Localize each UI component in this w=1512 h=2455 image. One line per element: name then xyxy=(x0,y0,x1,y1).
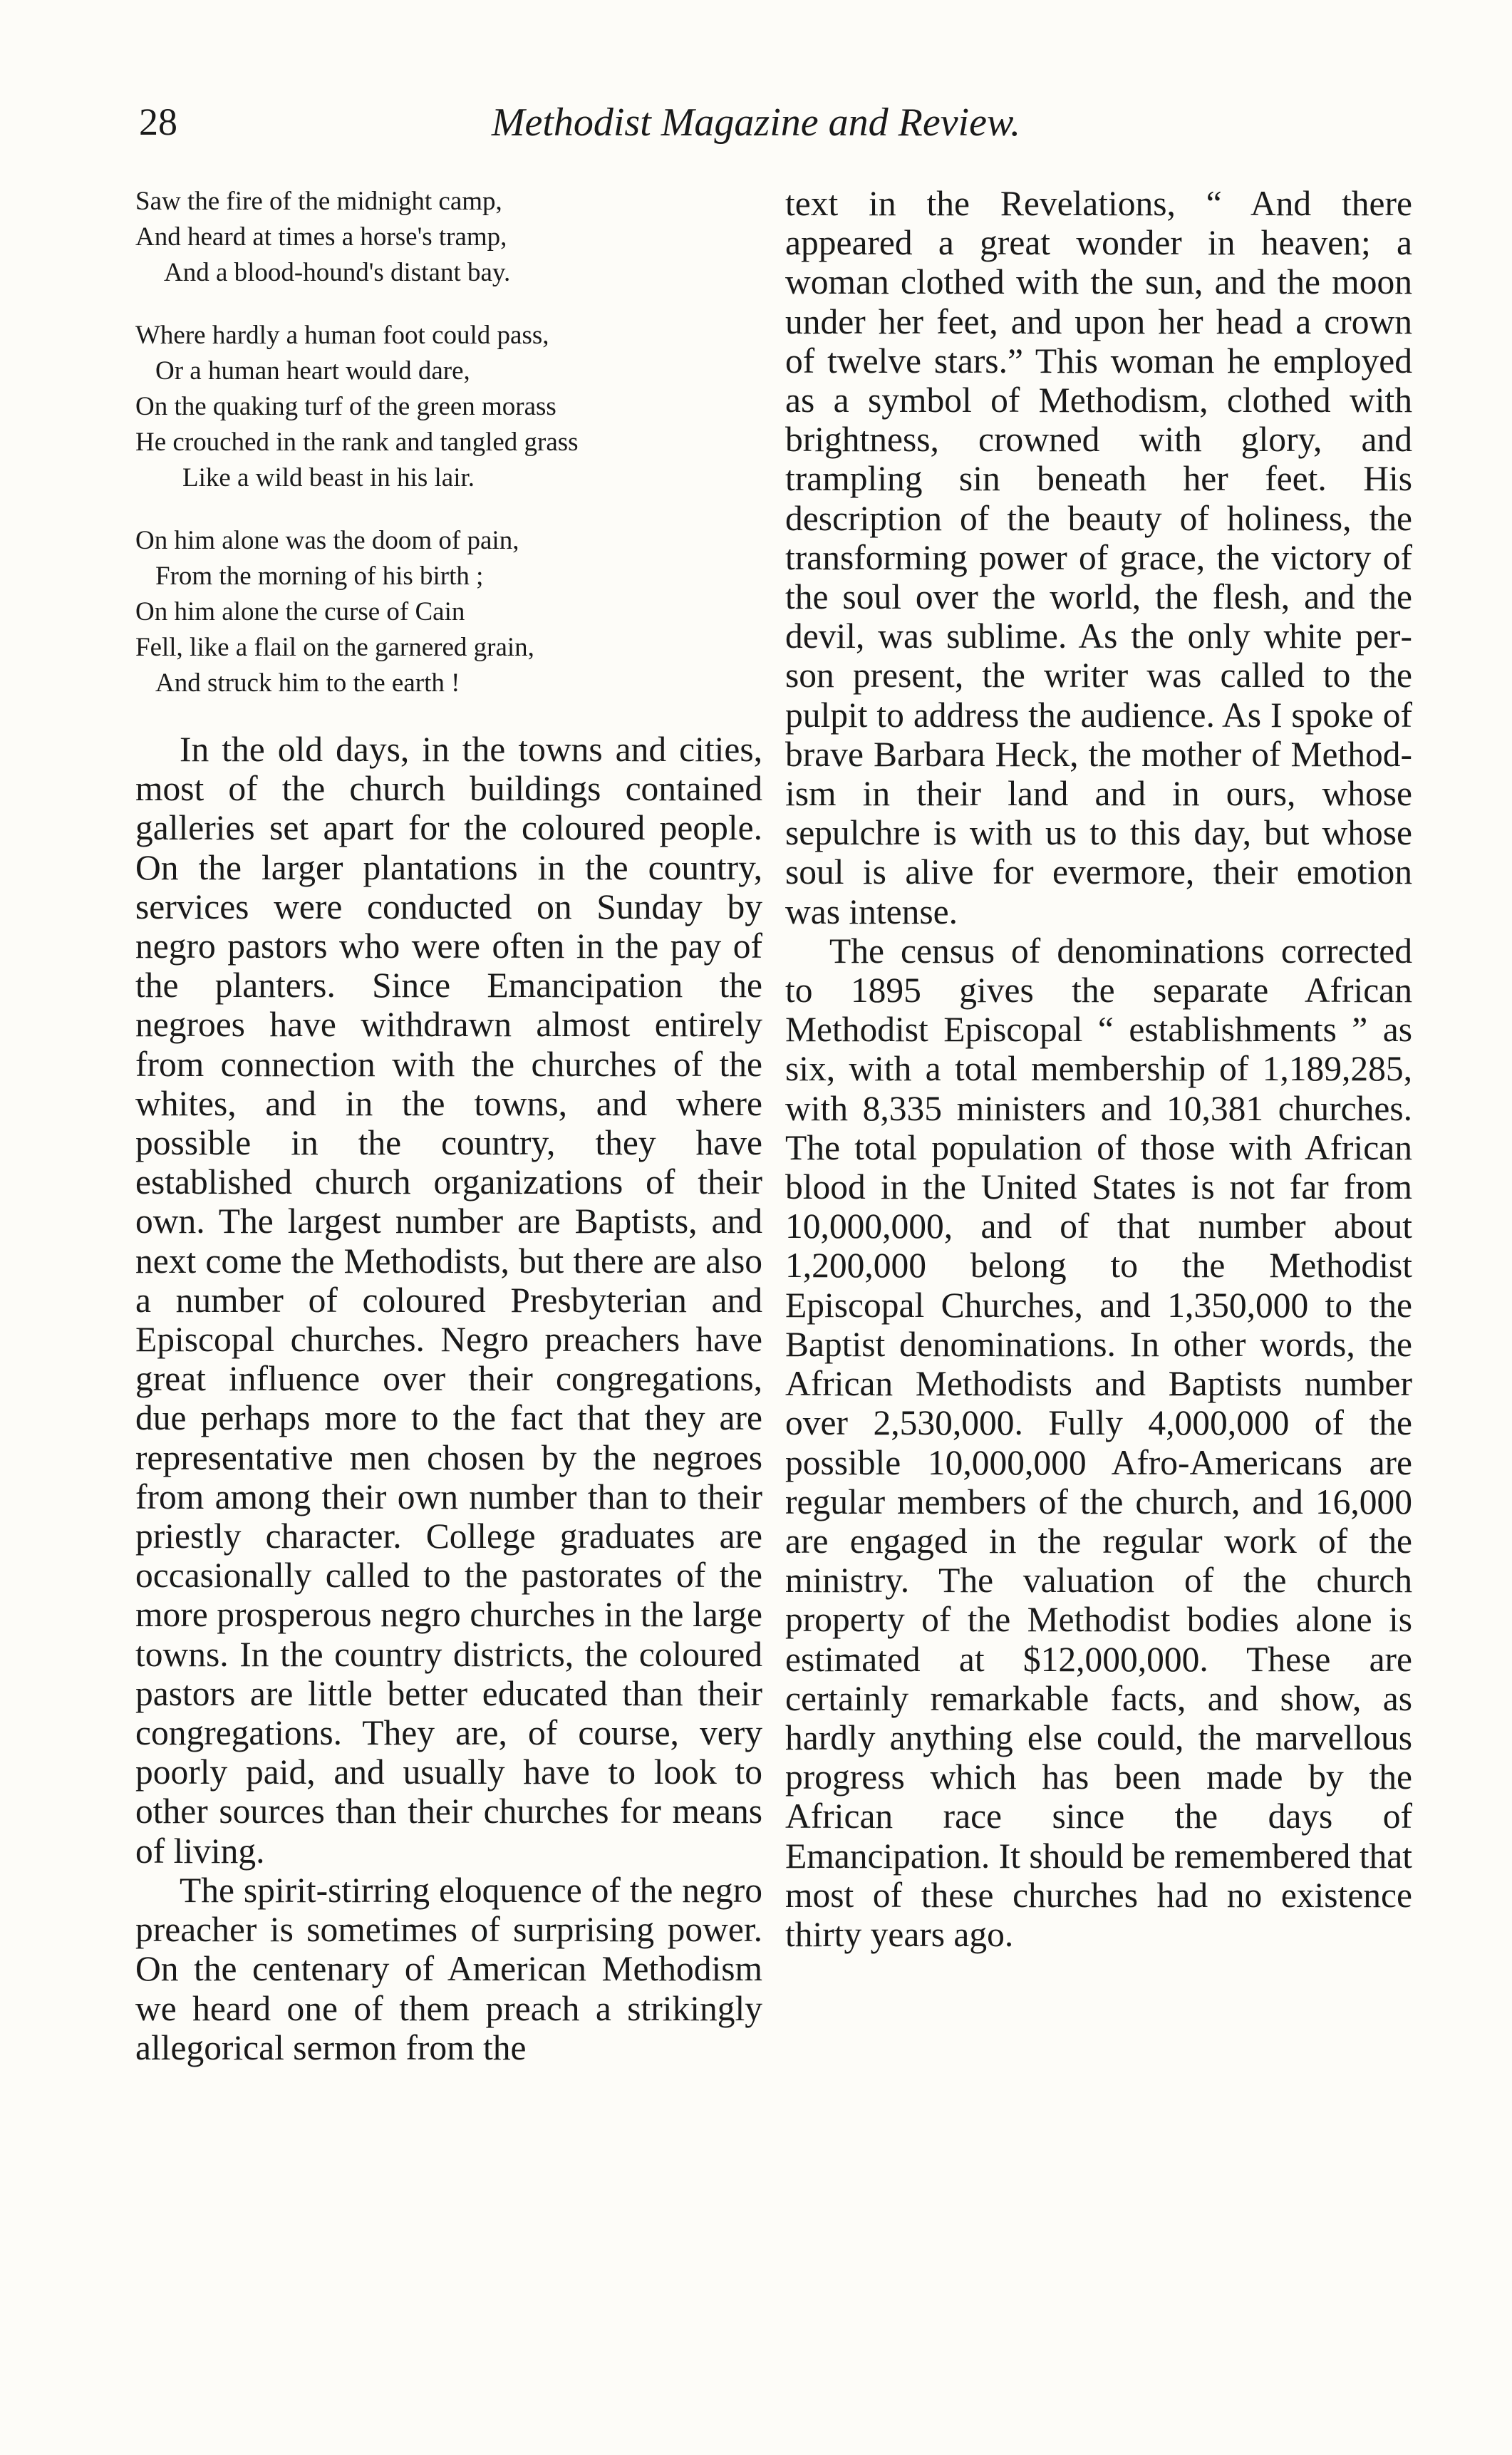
poem-line: On him alone the curse of Cain xyxy=(135,597,465,626)
poem-stanza xyxy=(135,318,762,496)
poem-line: Or a human heart would dare, xyxy=(155,356,470,386)
poem-line: Saw the fire of the midnight camp, xyxy=(135,187,502,216)
right-column xyxy=(785,184,1412,1954)
poem-line: Fell, like a flail on the garnered grain, xyxy=(135,633,534,662)
paragraph: The spirit-stirring eloquence of the negro preacher is sometimes of surprising power. On the centenary of American Methodism we heard one of them preach a strikingly allegorical sermon from the xyxy=(135,1870,762,2067)
paragraph: The census of denominations corrected to 1895 gives the separate African Methodist Episcopal “ establishments ” as six, with a total membership of 1,189,285, with 8,335 ministers and 10,381 churches. The total population of those with African blood in the United States is not far from 10,000,000, and of that number about 1,200,000 belong to the Methodist Episcopal Churches, and 1,350,000 to the Baptist denominations. In other words, the African Methodists and Baptists number over 2,530,000. Fully 4,000,000 of the possible 10,000,000 Afro-Americans are regular members of the church, and 16,000 are engaged in the regular work of the ministry. The valuation of the church property of the Methodist bodies alone is estimated at $12,000,000. These are certainly remarkable facts, and show, as hardly anything else could, the marvellous progress which has been made by the African race since the days of Emancipation. It should be remembered that most of these churches had no existence thirty years ago. xyxy=(785,931,1412,1954)
poem-stanza xyxy=(135,184,762,291)
poem-line: And struck him to the earth ! xyxy=(155,668,460,698)
paragraph: text in the Revelations, “ And there appeared a great wonder in heaven; a woman clothed with the sun, and the moon under her feet, and upon her head a crown of twelve stars.” This woman he employed as a symbol of Methodism, clothed with brightness, crowned with glory, and trampling sin beneath her feet. His description of the beauty of holiness, the transforming power of grace, the victory of the soul over the world, the flesh, and the devil, was sublime. As the only white person present, the writer was called to the pulpit to address the audience. As I spoke of brave Barbara Heck, the mother of Methodism in their land and in ours, whose sepulchre is with us to this day, but whose soul is alive for evermore, their emotion was intense. xyxy=(785,184,1412,931)
poem-line: And a blood-hound's distant bay. xyxy=(164,258,511,287)
paragraph: In the old days, in the towns and cities, most of the church buildings contained galleries set apart for the coloured people. On the larger plantations in the country, services were conducted on Sunday by negro pastors who were often in the pay of the planters. Since Emancipation the negroes have withdrawn almost entirely from connection with the churches of the whites, and in the towns, and where possible in the country, they have established church organizations of their own. The largest number are Baptists, and next come the Methodists, but there are also a number of coloured Presbyterian and Episcopal churches. Negro preachers have great influence over their congregations, due perhaps more to the fact that they are representative men chosen by the negroes from among their own number than to their priestly character. College graduates are occasionally called to the pastorates of the more prosperous negro churches in the large towns. In the country districts, the coloured pastors are little better educated than their congregations. They are, of course, very poorly paid, and usually have to look to other sources than their churches for means of living. xyxy=(135,730,762,1871)
poem-line: On the quaking turf of the green morass xyxy=(135,392,556,421)
left-column xyxy=(135,184,762,2067)
poem-line: From the morning of his birth ; xyxy=(155,562,484,591)
page-number: 28 xyxy=(139,100,177,143)
poem-line: On him alone was the doom of pain, xyxy=(135,526,519,555)
poem-stanza xyxy=(135,523,762,701)
poem-line: Where hardly a human foot could pass, xyxy=(135,321,549,350)
poem-line: He crouched in the rank and tangled grass xyxy=(135,428,579,457)
running-title: Methodist Magazine and Review. xyxy=(491,100,1021,145)
poem-line: Like a wild beast in his lair. xyxy=(182,463,475,492)
poem xyxy=(135,184,762,701)
poem-line: And heard at times a horse's tramp, xyxy=(135,222,507,252)
